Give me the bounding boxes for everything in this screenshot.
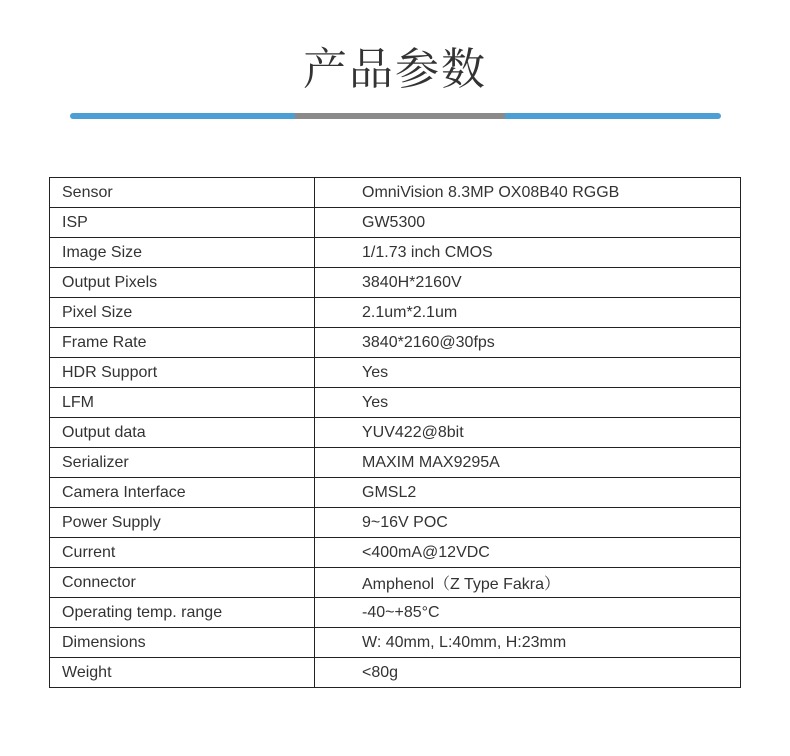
spec-label: LFM: [50, 388, 315, 418]
table-row: [50, 448, 741, 478]
spec-value: 2.1um*2.1um: [315, 298, 741, 328]
table-row: [50, 328, 741, 358]
spec-value: GMSL2: [315, 478, 741, 508]
underline-right-segment: [505, 113, 721, 119]
spec-value: YUV422@8bit: [315, 418, 741, 448]
spec-label: Frame Rate: [50, 328, 315, 358]
spec-label: Operating temp. range: [50, 598, 315, 628]
spec-value: <80g: [315, 658, 741, 688]
underline-middle-segment: [295, 113, 505, 119]
spec-value: Yes: [315, 358, 741, 388]
title-underline: [70, 113, 721, 119]
table-row: [50, 478, 741, 508]
spec-label: Connector: [50, 568, 315, 598]
spec-value: Amphenol（Z Type Fakra）: [315, 568, 741, 598]
spec-label: Sensor: [50, 178, 315, 208]
table-row: [50, 388, 741, 418]
table-row: [50, 268, 741, 298]
spec-value: GW5300: [315, 208, 741, 238]
spec-label: Output Pixels: [50, 268, 315, 298]
table-row: [50, 178, 741, 208]
table-row: [50, 418, 741, 448]
table-row: [50, 538, 741, 568]
spec-value: 3840H*2160V: [315, 268, 741, 298]
spec-label: Camera Interface: [50, 478, 315, 508]
table-row: [50, 658, 741, 688]
spec-value: OmniVision 8.3MP OX08B40 RGGB: [315, 178, 741, 208]
underline-left-segment: [70, 113, 295, 119]
spec-label: Dimensions: [50, 628, 315, 658]
table-row: [50, 508, 741, 538]
spec-value: <400mA@12VDC: [315, 538, 741, 568]
spec-value: W: 40mm, L:40mm, H:23mm: [315, 628, 741, 658]
spec-label: Power Supply: [50, 508, 315, 538]
spec-label: Output data: [50, 418, 315, 448]
spec-label: Current: [50, 538, 315, 568]
spec-value: 9~16V POC: [315, 508, 741, 538]
spec-value: 1/1.73 inch CMOS: [315, 238, 741, 268]
table-row: [50, 628, 741, 658]
spec-value: Yes: [315, 388, 741, 418]
spec-table-body: [50, 178, 741, 688]
spec-value: MAXIM MAX9295A: [315, 448, 741, 478]
spec-value: -40~+85°C: [315, 598, 741, 628]
spec-label: Pixel Size: [50, 298, 315, 328]
spec-label: ISP: [50, 208, 315, 238]
table-row: [50, 598, 741, 628]
spec-label: Serializer: [50, 448, 315, 478]
spec-label: HDR Support: [50, 358, 315, 388]
spec-table: [49, 177, 741, 688]
spec-label: Weight: [50, 658, 315, 688]
spec-label: Image Size: [50, 238, 315, 268]
table-row: [50, 208, 741, 238]
spec-value: 3840*2160@30fps: [315, 328, 741, 358]
table-row: [50, 568, 741, 598]
table-row: [50, 238, 741, 268]
table-row: [50, 298, 741, 328]
page-title: 产品参数: [303, 44, 487, 95]
table-row: [50, 358, 741, 388]
